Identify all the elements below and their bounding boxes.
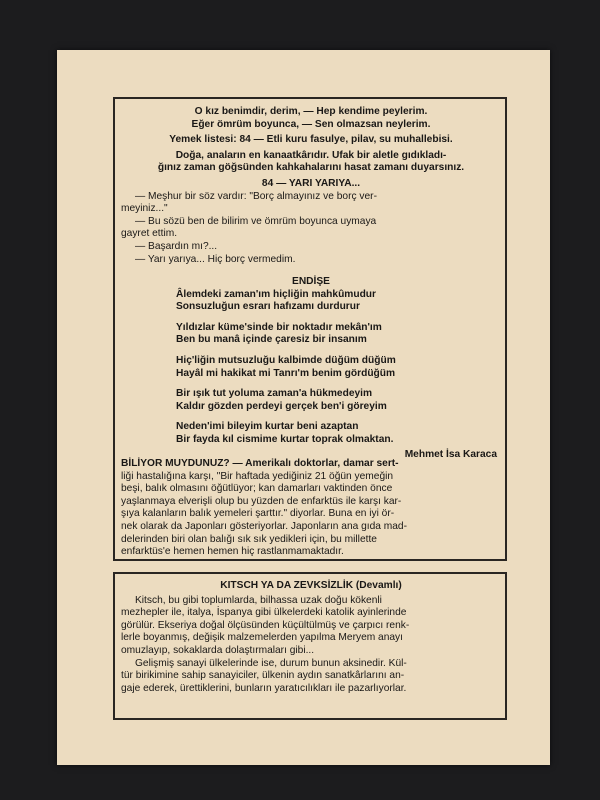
kitsch-article: [121, 580, 501, 695]
paragraph-line: yaşlanmaya elverişli olup bu yüzden de enfarktüs ile karşı kar-: [121, 495, 402, 507]
verse-line: Eğer ömrüm boyunca, — Sen olmazsan neylerim.: [191, 118, 431, 130]
poem-line: Âlemdeki zaman'ım hiçliğin mahkûmudur: [176, 288, 376, 300]
poem-line: Bir fayda kıl cismime kurtar toprak olmaktan.: [176, 433, 394, 445]
paragraph-line: liği hastalığına karşı, "Bir haftada yediğiniz 21 öğün yemeğin: [121, 470, 394, 482]
poem-line: Neden'imi bileyim kurtar beni azaptan: [176, 421, 359, 433]
paragraph-line: omuzlayıp, sokaklarda dolaştırmaları gibi...: [121, 644, 315, 656]
top-section: [121, 106, 501, 266]
doga-line: Doğa, anaların en kanaatkârıdır. Ufak bir aletle gıdıkladı-: [175, 149, 447, 161]
paragraph-line: delerinden biri olan balığı sık sık yedikleri için, bu millette: [121, 533, 377, 545]
poem-line: Hiç'liğin mutsuzluğu kalbimde düğüm düğüm: [176, 354, 396, 366]
poem-line: Kaldır gözden perdeyi gerçek ben'i göreyim: [176, 400, 387, 412]
section-title-84: 84 — YARI YARIYA...: [261, 177, 361, 189]
dialog-line: — Bu sözü ben de bilirim ve ömrüm boyunca uymaya: [135, 215, 377, 227]
dialog-line: meyiniz...": [121, 203, 168, 215]
dialog-line: gayret ettim.: [121, 228, 178, 240]
poem-author: Mehmet İsa Karaca: [404, 448, 497, 460]
paragraph-line: nek olarak da Japonları gösteriyorlar. Japonların ana gıda mad-: [121, 520, 407, 532]
paragraph-line: BİLİYOR MUYDUNUZ? — Amerikalı doktorlar, damar sert-: [121, 458, 399, 469]
menu-line: Yemek listesi: 84 — Etli kuru fasulye, pilav, su muhallebisi.: [169, 134, 453, 146]
did-you-know: [121, 458, 501, 559]
paragraph-line: Gelişmiş sanayi ülkelerinde ise, durum bunun aksinedir. Kül-: [135, 657, 407, 669]
paragraph-line: beşi, balık olmasını öğütlüyor; kan damarları vaktinden önce: [121, 483, 393, 495]
dialog-line: — Meşhur bir söz vardır: "Borç almayınız ve borç ver-: [135, 190, 377, 202]
poem-title: ENDİŞE: [292, 276, 330, 287]
poem-line: Ben bu manâ içinde çaresiz bir insanım: [176, 334, 367, 346]
verse-line: O kız benimdir, derim, — Hep kendime peylerim.: [194, 106, 428, 117]
article-title: KITSCH YA DA ZEVKSİZLİK (Devamlı): [220, 580, 402, 591]
doga-line: ğınız zaman göğsünden kahkahalarını hasat zamanı duyarsınız.: [157, 162, 465, 174]
paragraph-line: şıya kalanların balık yemeleri şarttır." diyorlar. Buna en iyi ör-: [121, 508, 395, 520]
poem-line: Yıldızlar küme'sinde bir noktadır mekân'ım: [176, 321, 382, 333]
paragraph-line: gaje ederek, ürettiklerini, bunların yaratıcılıkları ile pazarlıyorlar.: [121, 682, 407, 694]
paragraph-line: görülür. Ekseriya doğal ölçüsünden küçültülmüş ve çarpıcı renk-: [121, 619, 410, 631]
paragraph-line: Kitsch, bu gibi toplumlarda, bilhassa uzak doğu kökenli: [135, 594, 382, 606]
poem: [121, 276, 501, 461]
poem-line: Bir ışık tut yoluma zaman'a hükmedeyim: [176, 388, 373, 400]
paragraph-line: mezhepler ile, italya, İspanya gibi ülkelerdeki katolik ayinlerinde: [121, 607, 407, 619]
paragraph-line: enfarktüs'e hemen hemen hiç rastlanmamaktadır.: [121, 546, 344, 558]
paragraph-line: lerle boyanmış, değişik malzemelerden yapılma Meryem anayı: [121, 632, 403, 644]
paragraph-line: tür birikimine sahip sanayiciler, ülkenin aydın sanatkârlarını an-: [121, 670, 405, 682]
poem-line: Sonsuzluğun esrarı hafızamı durdurur: [176, 301, 360, 313]
poem-line: Hayâl mi hakikat mi Tanrı'm benim gördüğüm: [176, 367, 396, 379]
dialog-line: — Başardın mı?...: [135, 240, 218, 252]
dialog-line: — Yarı yarıya... Hiç borç vermedim.: [135, 253, 296, 265]
